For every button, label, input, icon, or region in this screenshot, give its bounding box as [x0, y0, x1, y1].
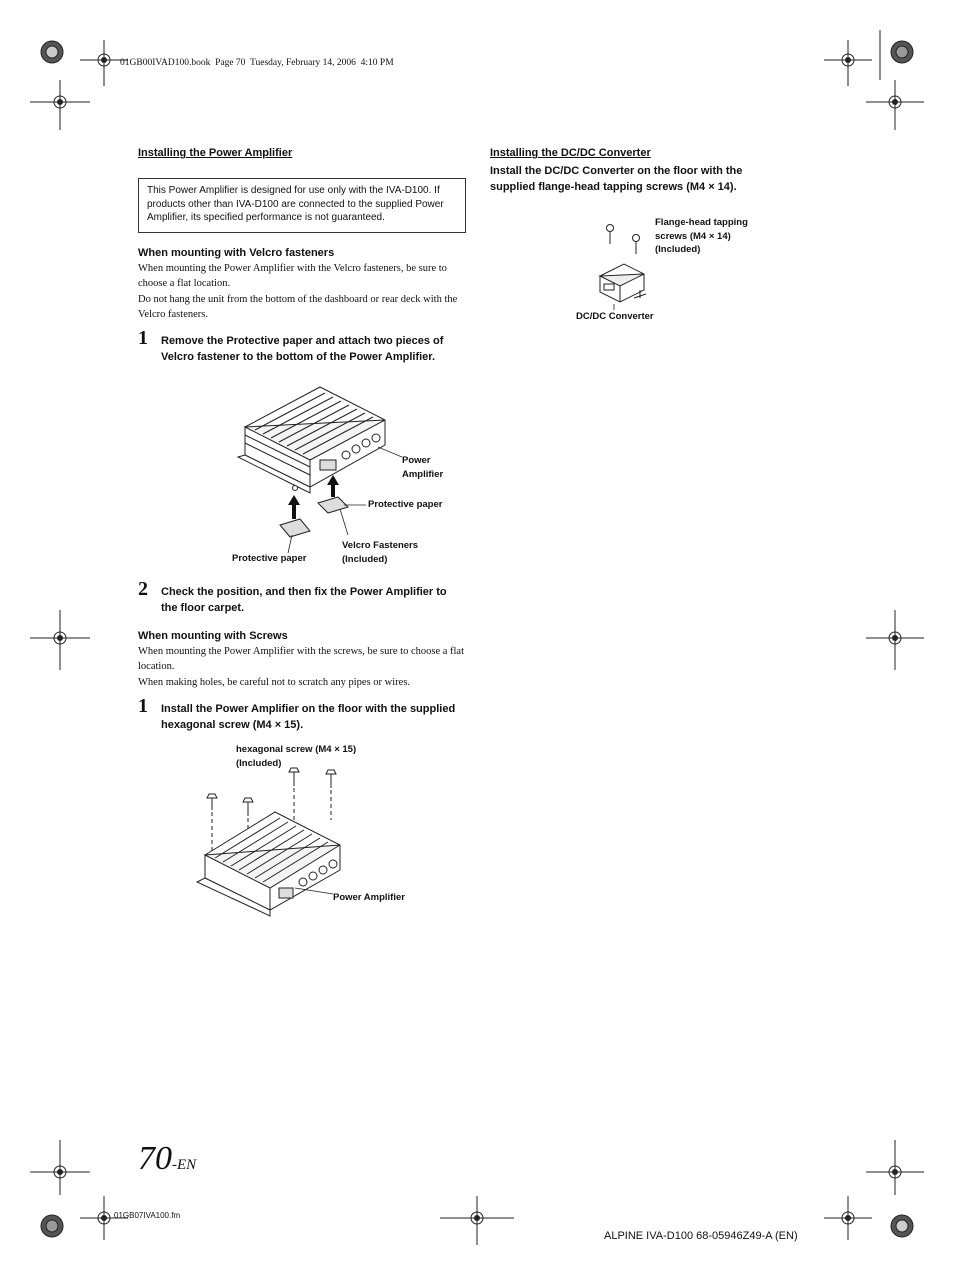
fig1-label-power-amplifier: Power Amplifier	[402, 455, 444, 480]
step-1-text: Remove the Protective paper and attach two pieces of Velcro fastener to the bottom of the Power Amplifier.	[161, 335, 444, 363]
screws-paragraph-1: When mounting the Power Amplifier with the screws, be sure to choose a flat location.	[138, 646, 465, 673]
step-2-text: Check the position, and then fix the Power Amplifier to the floor carpet.	[161, 586, 447, 614]
screws-heading: When mounting with Screws	[138, 630, 288, 642]
power-amplifier-velcro-illustration	[230, 385, 430, 560]
dcdc-converter-illustration	[592, 218, 662, 308]
dcdc-instruction: Install the DC/DC Converter on the floor with the supplied flange-head tapping screws (M4 × 14).	[490, 165, 743, 193]
page-number-suffix: -EN	[172, 1157, 197, 1173]
book-header: 01GB00IVAD100.book Page 70 Tuesday, February 14, 2006 4:10 PM	[120, 58, 394, 68]
fig3-label-flange-head-screws: Flange-head tapping screws (M4 × 14) (Included)	[655, 217, 748, 255]
fig2-label-power-amplifier: Power Amplifier	[333, 892, 405, 903]
velcro-heading: When mounting with Velcro fasteners	[138, 247, 335, 259]
page-number	[138, 1140, 196, 1178]
fig3-label-dcdc-converter: DC/DC Converter	[576, 311, 654, 322]
section-title-dcdc-converter: Installing the DC/DC Converter	[490, 147, 651, 159]
screws-paragraph-2: When making holes, be careful not to scratch any pipes or wires.	[138, 677, 411, 688]
velcro-paragraph-2: Do not hang the unit from the bottom of the dashboard or rear deck with the Velcro fasteners.	[138, 294, 458, 321]
step-number: 1	[138, 695, 148, 717]
page-number-value: 70	[138, 1140, 172, 1177]
velcro-paragraph-1: When mounting the Power Amplifier with the Velcro fasteners, be sure to choose a flat location.	[138, 263, 447, 290]
fig1-label-velcro-fasteners: Velcro Fasteners (Included)	[342, 540, 419, 565]
section-title-power-amp: Installing the Power Amplifier	[138, 147, 293, 159]
fig1-label-protective-paper-left: Protective paper	[232, 553, 307, 564]
footer-model-code: ALPINE IVA-D100 68-05946Z49-A (EN)	[604, 1230, 798, 1242]
step-number: 2	[138, 578, 148, 600]
fig1-label-protective-paper-right: Protective paper	[368, 499, 443, 510]
step-1b-text: Install the Power Amplifier on the floor with the supplied hexagonal screw (M4 × 15).	[161, 703, 456, 731]
step-number: 1	[138, 327, 148, 349]
fig2-label-hexagonal-screw: hexagonal screw (M4 × 15) (Included)	[236, 744, 357, 769]
footer-file-name: 01GB07IVA100.fm	[114, 1211, 181, 1220]
note-box: This Power Amplifier is designed for use only with the IVA-D100. If products other than IVA-D100 are connected to the supplied Power Amplifier, its specified performance is not guaranteed.	[138, 178, 466, 233]
